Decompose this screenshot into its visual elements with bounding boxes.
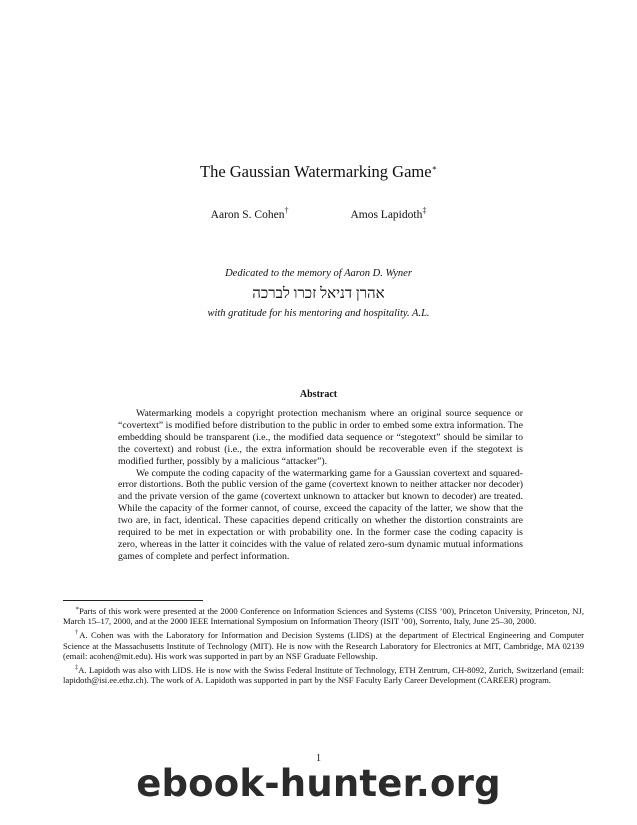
page-number: 1: [316, 753, 321, 764]
footnote-text: A. Cohen was with the Laboratory for Information and Decision Systems (LIDS) at the department of Electrical Engineering and Computer Science at the Massachusetts Institute of Technology (MIT). He is now with the Research Laboratory for Electronics at MIT, Cambridge, MA 02139 (email: acohen@mit.edu). His work was supported in part by an NSF Graduate Fellowship.: [63, 629, 585, 662]
watermark-text: ebook-hunter.org: [136, 762, 501, 805]
footnote-rule: [63, 600, 203, 601]
hebrew-dedication: אהרן דניאל זכרו לברכה: [252, 286, 385, 302]
paper-title-text: The Gaussian Watermarking Game: [199, 162, 432, 181]
author-footnote-mark: ‡: [422, 206, 427, 215]
gratitude-note: with gratitude for his mentoring and hospitality. A.L.: [207, 308, 430, 319]
footnote-text: A. Lapidoth was also with LIDS. He is now with the Swiss Federal Institute of Technology, ETH Zentrum, CH-8092, Zurich, Switzerland (email: lapidoth@isi.ee.ethz.ch). The work of A. Lapidoth was supported in part by the NSF Faculty Early Career Development (CAREER) program.: [63, 664, 584, 686]
author-lapidoth: [350, 206, 426, 221]
footnote: [63, 628, 584, 662]
author-cohen: [211, 206, 289, 221]
paper-title: [0, 162, 637, 182]
author-footnote-mark: †: [284, 206, 289, 215]
footnote-mark: ‡: [75, 664, 79, 671]
footnote: [63, 604, 584, 627]
footnote-text: Parts of this work were presented at the 2000 Conference on Information Sciences and Systems (CISS ’00), Princeton University, Princeton, NJ, March 15–17, 2000, and at the 2000 IEEE International Symposium on Information Theory (ISIT ’00), Sorrento, Italy, June 25–30, 2000.: [63, 605, 584, 627]
abstract-body: [118, 408, 523, 563]
footnote-mark: †: [75, 630, 80, 637]
footnotes: [63, 604, 584, 687]
abstract-paragraph: We compute the coding capacity of the watermarking game for a Gaussian covertext and squared-error distortions. Both the public version of the game (covertext known to neither attacker nor decoder) and the private version of the game (covertext unknown to attacker but known to decoder) are treated. While the capacity of the former cannot, of course, exceed the capacity of the latter, we show that the two are, in fact, identical. These capacities depend critically on whether the distortion constraints are required to be met in expectation or with probability one. In the former case the coding capacity is zero, whereas in the latter it coincides with the value of related zero-sum dynamic mutual informations games of complete and perfect information.: [118, 467, 523, 562]
dedication: Dedicated to the memory of Aaron D. Wyner: [225, 268, 412, 279]
footnote-mark: ∗: [75, 606, 80, 612]
title-footnote-mark: ∗: [431, 163, 438, 173]
abstract-heading: Abstract: [299, 389, 338, 400]
footnote: [63, 663, 584, 686]
author-list: [0, 206, 637, 221]
abstract-paragraph: Watermarking models a copyright protection mechanism where an original source sequence or “covertext” is modified before distribution to the public in order to embed some extra information. The embedding should be transparent (i.e., the modified data sequence or “stegotext” should be similar to the covertext) and robust (i.e., the extra information should be recoverable even if the stegotext is modified further, possibly by a malicious “attacker”).: [118, 408, 523, 467]
author-name: Aaron S. Cohen: [210, 208, 285, 221]
author-name: Amos Lapidoth: [350, 208, 423, 221]
